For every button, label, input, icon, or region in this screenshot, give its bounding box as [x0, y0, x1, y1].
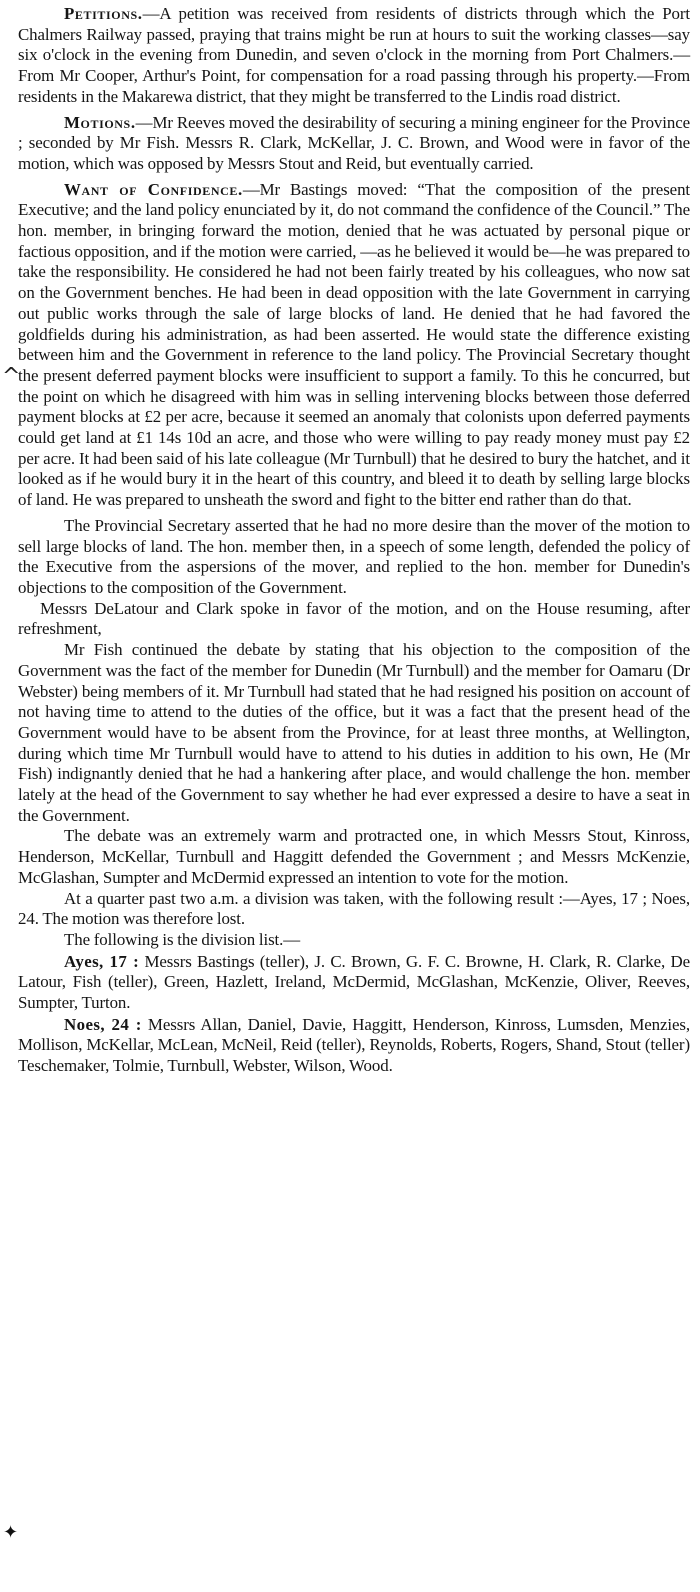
mr-fish-paragraph: Mr Fish continued the debate by stating that his objection to the composition of the Government was the fact of the member for Dunedin (Mr Turnbull) and the member for Oamaru (Dr Webster) being members of it. Mr Turnbull had stated that he had resigned his position on account of not having time to attend to the duties of the office, but it was a fact that the present head of the Government would have to be absent from the Province, for at least three months, at Wellington, during which time Mr Turnbull would have to attend to his duties in addition to his own, He (Mr Fish) indignantly denied that he had a hankering after place, and would challenge the hon. member lately at the head of the Government to say whether he had ever expressed a desire to have a seat in the Government. [18, 640, 690, 825]
want-of-confidence-text: —Mr Bastings moved: “That the composition of the present Executive; and the land policy enunciated by it, do not command the confidence of the Council.” The hon. member, in bringing forward the motion, denied that he was actuated by personal pique or factious opposition, and if the motion were carried, —as he believed it would be—he was prepared to take the responsibility. He considered he had not been fairly treated by his colleagues, who now sat on the Government benches. He had been in dead opposition with the late Government in carrying out public works through the sale of large blocks of land. He denied that he had favored the goldfields during his administration, as had been asserted. He would state the difference existing between him and the Government in reference to the land policy. The Provincial Secretary thought the present deferred payment blocks were insufficient to support a family. To this he concurred, but the point on which he disagreed with him was in selling intervening blocks between those deferred payment blocks at £2 per acre, because it seemed an anomaly that colonists upon deferred payments could get land at £1 14s 10d an acre, and those who were willing to pay ready money must pay £2 per acre. It had been said of his late colleague (Mr Turnbull) that he desired to bury the hatchet, and it looked as if he would bury it in the heart of this country, and bleed it to death by selling large blocks of land. He was prepared to unsheath the sword and fight to the bitter end rather than do that. [18, 179, 691, 510]
noes-names: Messrs Allan, Daniel, Davie, Haggitt, Henderson, Kinross, Lumsden, Menzies, Mollison, McKellar, McLean, McNeil, Reid (teller), Reynolds, Roberts, Rogers, Shand, Stout (teller) Teschemaker, Tolmie, Turnbull, Webster, Wilson, Wood. [18, 1014, 691, 1076]
ayes-heading: Ayes, 17 : [64, 951, 140, 971]
noes-heading: Noes, 24 : [64, 1014, 142, 1034]
noes-paragraph [18, 1015, 690, 1077]
petitions-heading: Petitions. [64, 4, 143, 23]
motions-paragraph [18, 113, 690, 175]
division-paragraph: At a quarter past two a.m. a division was taken, with the following result :—Ayes, 17 ; Noes, 24. The motion was therefore lost. [18, 888, 690, 929]
want-of-confidence-heading: Want of Confidence. [64, 179, 243, 199]
pointer-icon: ✦ [3, 1522, 19, 1543]
division-list-intro: The following is the division list.— [64, 929, 301, 949]
provincial-secretary-paragraph: The Provincial Secretary asserted that he had no more desire than the mover of the motion to sell large blocks of land. The hon. member then, in a speech of some length, defended the policy of the Executive from the aspersions of the mover, and replied to the hon. member for Dunedin's objections to the composition of the Government. [18, 515, 690, 597]
ayes-paragraph [18, 952, 690, 1014]
delatour-clark-paragraph: Messrs DeLatour and Clark spoke in favor of the motion, and on the House resuming, after refreshment, [18, 598, 690, 639]
debate-paragraph: The debate was an extremely warm and protracted one, in which Messrs Stout, Kinross, Henderson, McKellar, Turnbull and Haggitt defended the Government ; and Messrs McKenzie, McGlashan, Sumpter and McDermid expressed an intention to vote for the motion. [18, 826, 690, 887]
motions-heading: Motions. [64, 112, 136, 132]
motions-text: —Mr Reeves moved the desirability of securing a mining engineer for the Province ; seconded by Mr Fish. Messrs R. Clark, McKellar, J. C. Brown, and Wood were in favor of the motion, which was opposed by Messrs Stout and Reid, but eventually carried. [18, 112, 690, 173]
want-of-confidence-paragraph [18, 180, 690, 511]
petitions-text: —A petition was received from residents of districts through which the Port Chalmers Railway passed, praying that trains might be run at hours to suit the working classes—say six o'clock in the evening from Dunedin, and seven o'clock in the morning from Port Chalmers.—From Mr Cooper, Arthur's Point, for compensation for a road passing through his property.—From residents in the Makarewa district, that they might be transferred to the Lindis road district. [18, 4, 690, 106]
margin-fold-mark: ^ [2, 364, 21, 389]
newspaper-column [18, 0, 690, 1592]
petitions-paragraph [18, 4, 690, 108]
ayes-names: Messrs Bastings (teller), J. C. Brown, G. F. C. Browne, H. Clark, R. Clarke, De Latour, Fish (teller), Green, Hazlett, Ireland, McDermid, McGlashan, McKenzie, Oliver, Reeves, Sumpter, Turton. [18, 951, 690, 1013]
